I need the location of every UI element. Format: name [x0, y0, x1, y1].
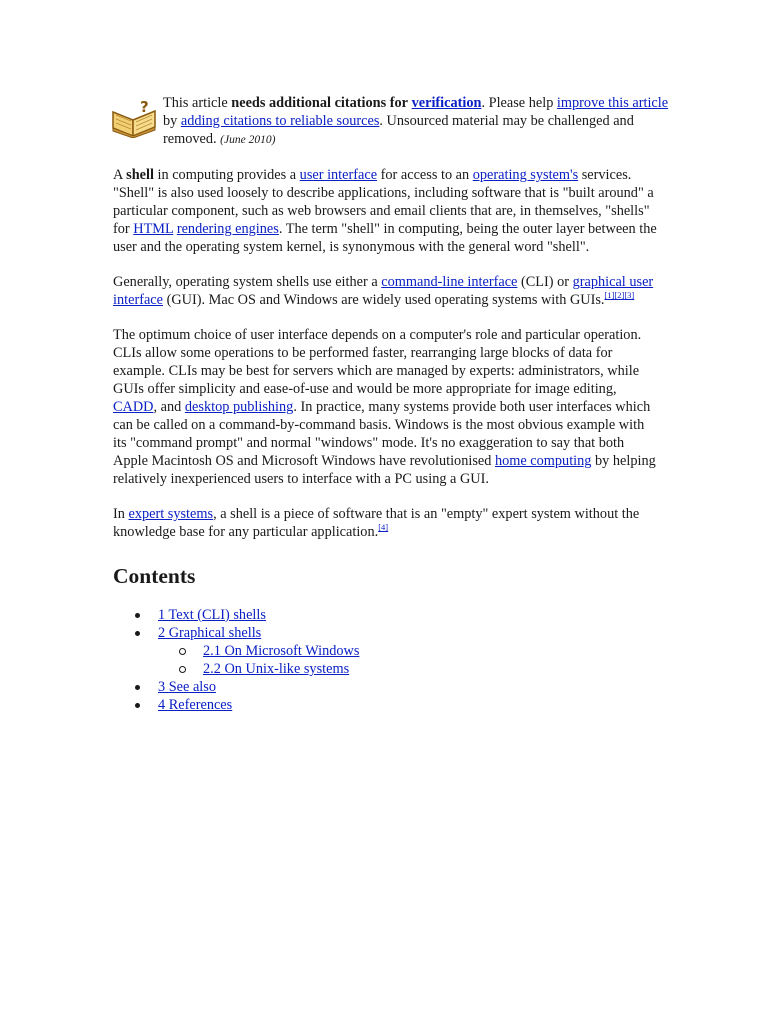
- p1-text-d: services. "Shell" is also used loosely to describe applications, including software that is "built around" a particular component, such as web browsers and email clients that are, in themselves, "shells" for: [113, 167, 654, 237]
- article-body: [113, 166, 658, 714]
- graphical-user-interface-link[interactable]: graphical user interface: [113, 274, 654, 308]
- command-line-interface-link[interactable]: command-line interface: [381, 274, 518, 290]
- paragraph-cli-gui: [113, 273, 658, 309]
- circle-bullet-icon: [179, 648, 186, 655]
- rendering-engines-link[interactable]: rendering engines: [176, 221, 279, 237]
- bullet-icon: [135, 613, 140, 618]
- p1-text-f: . The term "shell" in computing, being the outer layer between the user and the operating system kernel, is synonymous with the general word "shell".: [113, 221, 657, 255]
- toc-link-unix-like[interactable]: 2.2 On Unix-like systems: [203, 661, 350, 677]
- bullet-icon: [135, 703, 140, 708]
- toc-item-references: [113, 696, 658, 714]
- paragraph-intro: [113, 166, 658, 256]
- toc-item-see-also: [113, 678, 658, 696]
- notice-date: (June 2010): [220, 134, 276, 146]
- svg-text:?: ?: [140, 98, 149, 116]
- cadd-link[interactable]: CADD: [113, 399, 154, 415]
- contents-heading: Contents: [113, 564, 196, 588]
- reference-1-link[interactable]: [1]: [604, 290, 615, 301]
- toc-item-unix-like: [158, 660, 658, 678]
- p1-text-a: A: [113, 167, 127, 183]
- toc-link-references[interactable]: 4 References: [158, 697, 233, 713]
- notice-text-3: by: [163, 113, 181, 129]
- p3-text-c: . In practice, many systems provide both user interfaces which can be called on a command-by-command basis. Windows is the most obvious example with its "command prompt" and normal "windows" mode. It's no exaggeration to say that both Apple Macintosh OS and Microsoft Windows have revolutionised: [113, 399, 651, 469]
- html-link[interactable]: HTML: [133, 221, 174, 237]
- circle-bullet-icon: [179, 666, 186, 673]
- desktop-publishing-link[interactable]: desktop publishing: [184, 399, 294, 415]
- citation-notice: [110, 94, 670, 149]
- reference-3-link[interactable]: [3]: [624, 290, 635, 301]
- verification-link[interactable]: verification: [411, 95, 482, 111]
- adding-citations-link[interactable]: adding citations to reliable sources: [180, 113, 380, 129]
- toc-item-microsoft-windows: [158, 642, 658, 660]
- toc-item-graphical-shells: [113, 624, 658, 678]
- toc-link-text-shells[interactable]: 1 Text (CLI) shells: [158, 607, 266, 623]
- p3-text-b: , and: [153, 399, 185, 415]
- toc-item-text-shells: [113, 606, 658, 624]
- home-computing-link[interactable]: home computing: [494, 453, 592, 469]
- toc-link-graphical-shells[interactable]: 2 Graphical shells: [158, 625, 262, 641]
- p2-text-a: Generally, operating system shells use either a: [113, 274, 382, 290]
- p3-text-a: The optimum choice of user interface depends on a computer's role and particular operation. CLIs allow some operations to be performed faster, rearranging large blocks of data for example. CLIs may be best for servers which are managed by experts: administrators, while GUIs offer simplicity and ease-of-use and would be more appropriate for image editing,: [113, 327, 642, 397]
- reference-4-link[interactable]: [4]: [378, 522, 389, 533]
- improve-article-link[interactable]: improve this article: [556, 95, 669, 111]
- p3-text-d: by helping relatively inexperienced users to interface with a PC using a GUI.: [113, 453, 656, 487]
- toc-link-microsoft-windows[interactable]: 2.1 On Microsoft Windows: [203, 643, 360, 659]
- notice-bold: needs additional citations for: [231, 95, 409, 111]
- book-question-icon: [110, 98, 158, 138]
- user-interface-link[interactable]: user interface: [299, 167, 378, 183]
- p4-text-a: In: [113, 506, 129, 522]
- p1-text-b: in computing provides a: [153, 167, 300, 183]
- notice-text-4: . Unsourced material may be challenged and removed.: [163, 113, 634, 147]
- p4-text-b: , a shell is a piece of software that is an "empty" expert system without the knowledge base for any particular application.: [113, 506, 640, 540]
- notice-text-2: . Please help: [481, 95, 557, 111]
- reference-2-link[interactable]: [2]: [614, 290, 625, 301]
- shell-term: shell: [126, 167, 154, 183]
- p1-text-c: for access to an: [377, 167, 473, 183]
- paragraph-choice: [113, 326, 658, 488]
- bullet-icon: [135, 631, 140, 636]
- operating-systems-link[interactable]: operating system's: [472, 167, 579, 183]
- notice-text: [163, 94, 670, 149]
- p2-text-c: (GUI). Mac OS and Windows are widely used operating systems with GUIs.: [163, 292, 605, 308]
- paragraph-expert-systems: [113, 505, 658, 541]
- notice-text-1: This article: [163, 95, 232, 111]
- toc-link-see-also[interactable]: 3 See also: [158, 679, 216, 695]
- bullet-icon: [135, 685, 140, 690]
- toc-sublist: [158, 642, 658, 678]
- table-of-contents: [113, 606, 658, 714]
- p2-text-b: (CLI) or: [517, 274, 573, 290]
- expert-systems-link[interactable]: expert systems: [128, 506, 214, 522]
